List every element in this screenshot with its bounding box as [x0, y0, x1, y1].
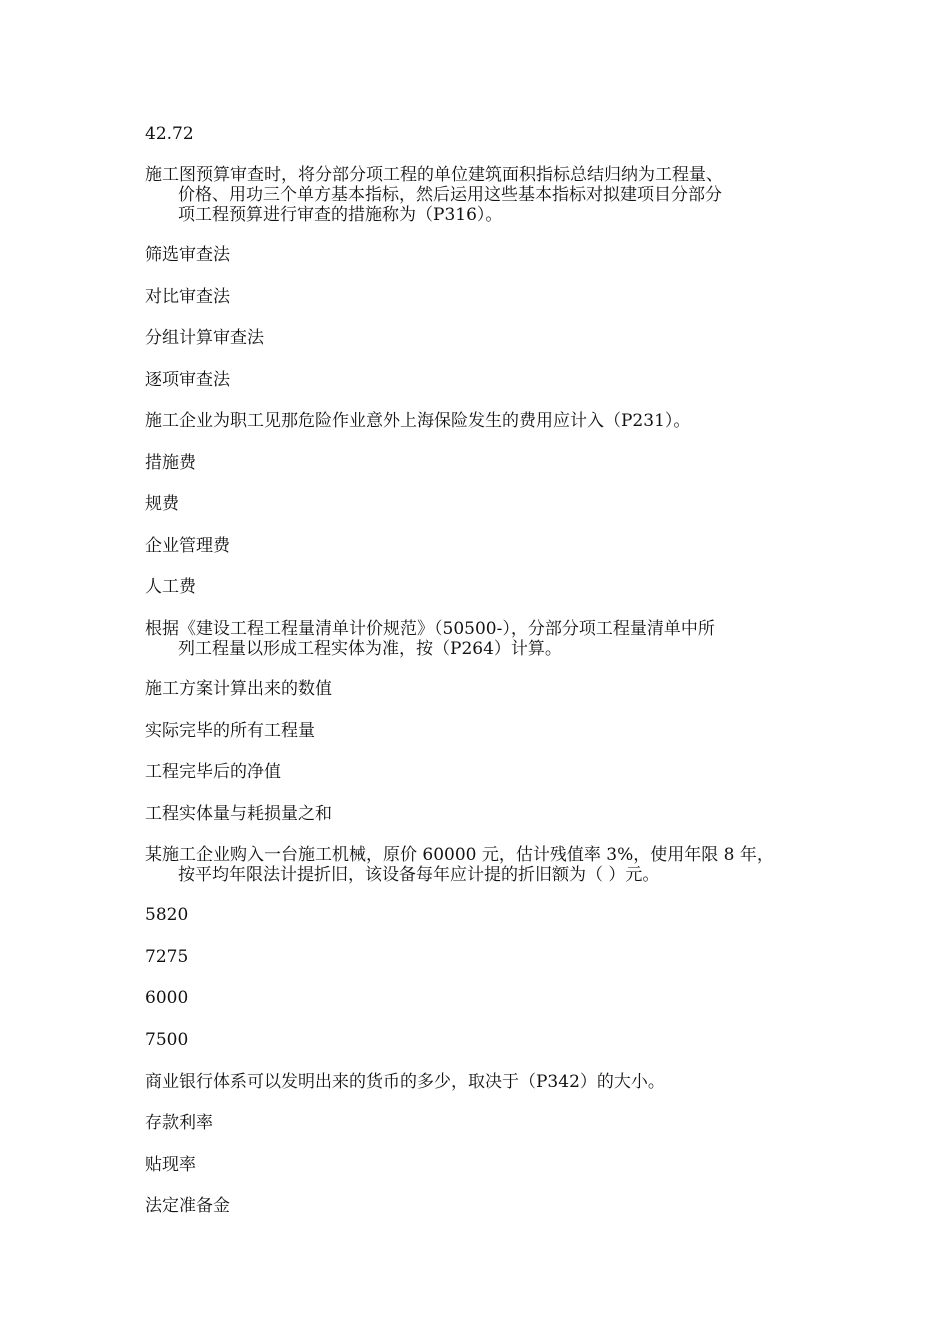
answer-option: 对比审查法	[145, 287, 230, 307]
question-text-continued: 列工程量以形成工程实体为准，按（P264）计算。	[178, 639, 562, 659]
text-line: 42.72	[145, 124, 194, 144]
question-paragraph	[145, 845, 810, 885]
answer-option: 5820	[145, 905, 189, 925]
question-paragraph: 商业银行体系可以发明出来的货币的多少，取决于（P342）的大小。	[145, 1072, 665, 1092]
question-text-continued: 按平均年限法计提折旧，该设备每年应计提的折旧额为（ ）元。	[178, 865, 660, 885]
answer-option: 工程完毕后的净值	[145, 762, 281, 782]
question-text-continued: 价格、用功三个单方基本指标，然后运用这些基本指标对拟建项目分部分	[178, 185, 722, 205]
answer-option: 存款利率	[145, 1113, 213, 1133]
question-paragraph	[145, 165, 810, 225]
answer-option: 措施费	[145, 453, 196, 473]
answer-option: 法定准备金	[145, 1196, 230, 1216]
question-text: 根据《建设工程工程量清单计价规范》（50500-），分部分项工程量清单中所	[145, 619, 715, 639]
answer-option: 企业管理费	[145, 536, 230, 556]
answer-option: 人工费	[145, 577, 196, 597]
question-paragraph: 施工企业为职工见那危险作业意外上海保险发生的费用应计入（P231）。	[145, 411, 691, 431]
answer-option: 实际完毕的所有工程量	[145, 721, 315, 741]
answer-option: 筛选审查法	[145, 245, 230, 265]
answer-option: 7500	[145, 1030, 189, 1050]
question-text-continued: 项工程预算进行审查的措施称为（P316）。	[178, 205, 503, 225]
answer-option: 分组计算审查法	[145, 328, 264, 348]
answer-option: 贴现率	[145, 1155, 196, 1175]
answer-option: 施工方案计算出来的数值	[145, 679, 332, 699]
answer-option: 6000	[145, 988, 189, 1008]
answer-option: 规费	[145, 494, 179, 514]
question-text: 施工图预算审查时，将分部分项工程的单位建筑面积指标总结归纳为工程量、	[145, 165, 723, 185]
question-text: 某施工企业购入一台施工机械，原价 60000 元，估计残值率 3%，使用年限 8 年，	[145, 845, 774, 865]
answer-option: 逐项审查法	[145, 370, 230, 390]
answer-option: 7275	[145, 947, 189, 967]
answer-option: 工程实体量与耗损量之和	[145, 804, 332, 824]
question-paragraph	[145, 619, 810, 659]
